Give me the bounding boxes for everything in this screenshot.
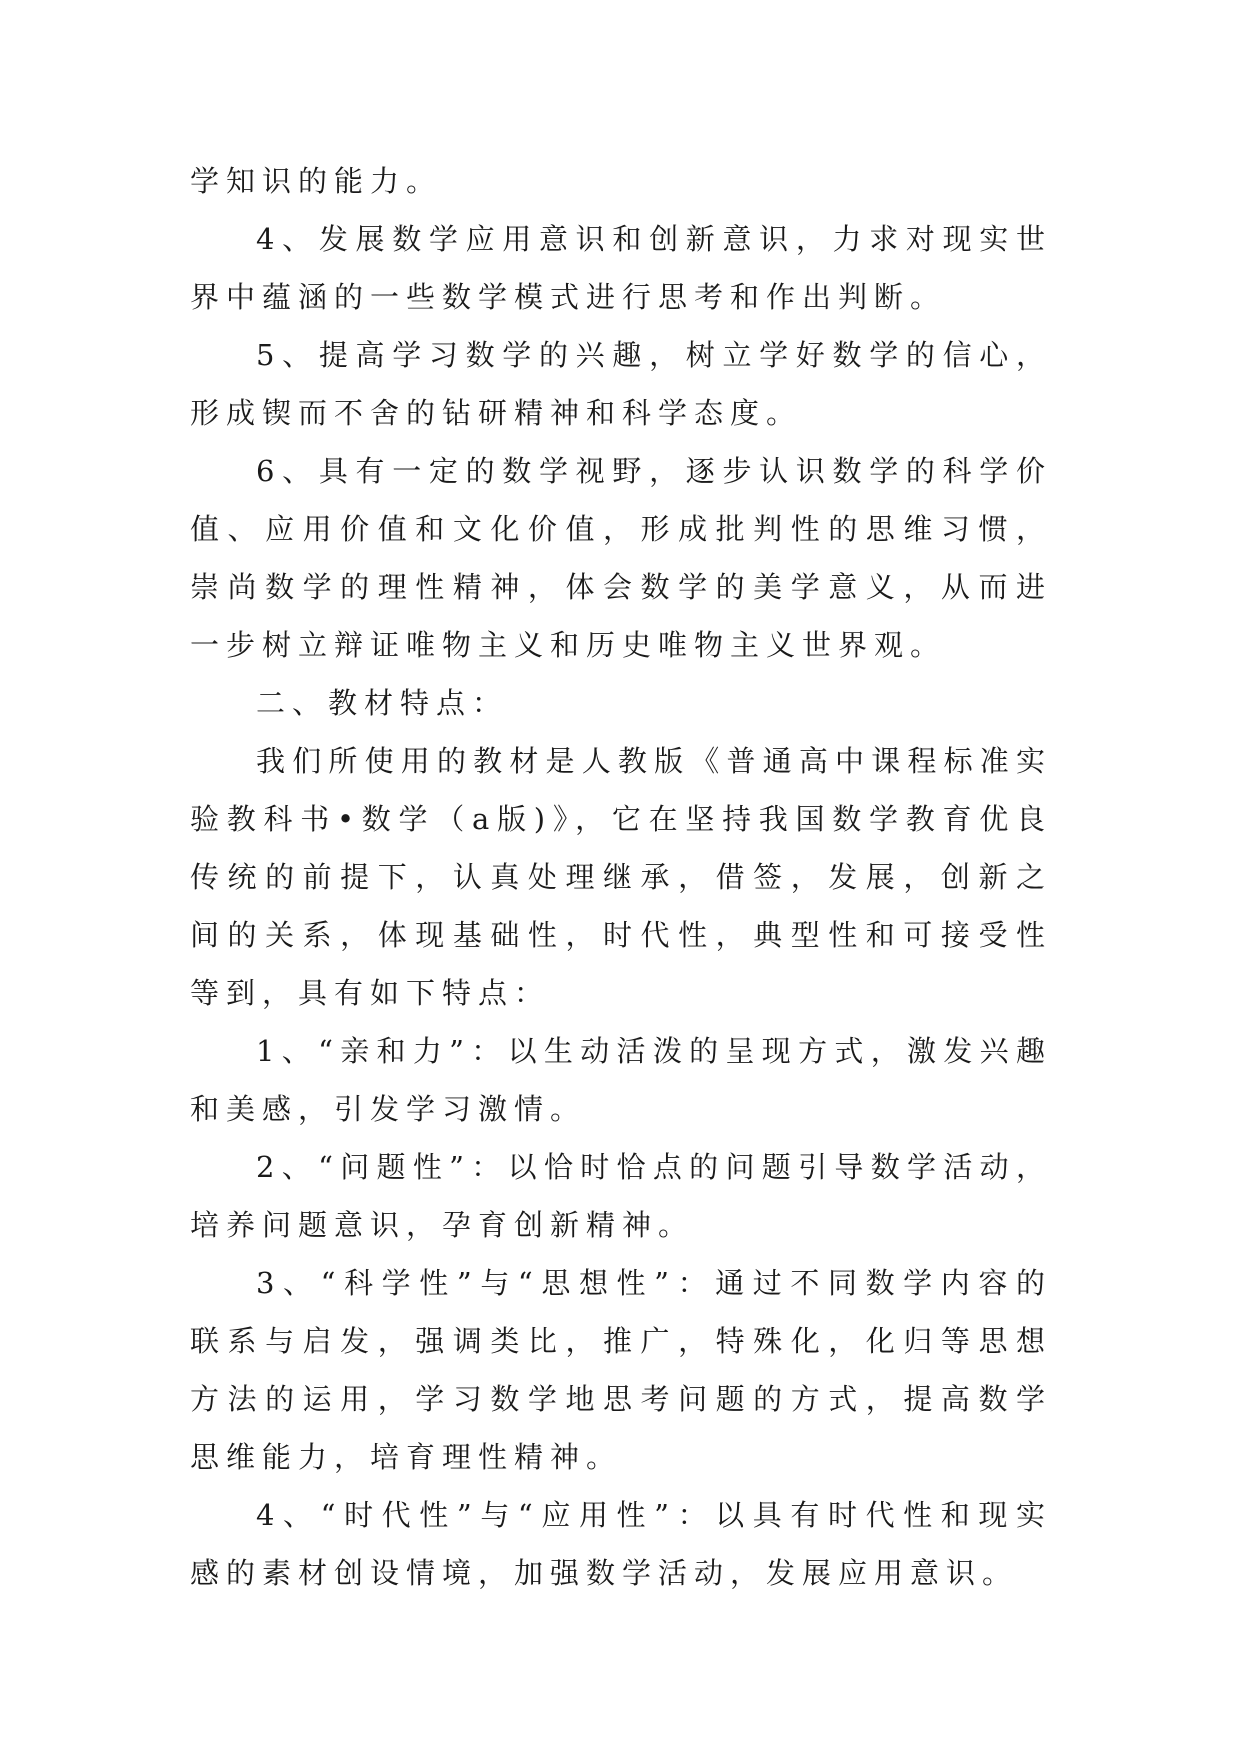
- paragraph-textbook-intro: 我们所使用的教材是人教版《普通高中课程标准实验教科书•数学（a版)》，它在坚持我国数学教育优良传统的前提下，认真处理继承，借签，发展，创新之间的关系，体现基础性，时代性，典型性和可接受性等到，具有如下特点：: [190, 744, 1052, 1010]
- paragraph-goal-5: 5、提高学习数学的兴趣，树立学好数学的信心，形成锲而不舍的钻研精神和科学态度。: [190, 338, 1052, 430]
- paragraph-feature-3: 3、“科学性”与“思想性”：通过不同数学内容的联系与启发，强调类比，推广，特殊化，化归等思想方法的运用，学习数学地思考问题的方式，提高数学思维能力，培育理性精神。: [190, 1266, 1052, 1474]
- paragraph-feature-2: 2、“问题性”：以恰时恰点的问题引导数学活动，培养问题意识，孕育创新精神。: [190, 1150, 1052, 1242]
- paragraph-goal-4: 4、发展数学应用意识和创新意识，力求对现实世界中蕴涵的一些数学模式进行思考和作出判断。: [190, 222, 1052, 314]
- document-page: [190, 152, 1052, 1602]
- paragraph-feature-1: 1、“亲和力”：以生动活泼的呈现方式，激发兴趣和美感，引发学习激情。: [190, 1034, 1052, 1126]
- section-heading-textbook-features: 二、教材特点：: [256, 686, 509, 720]
- paragraph-continuation: 学知识的能力。: [190, 164, 443, 198]
- paragraph-goal-6: 6、具有一定的数学视野，逐步认识数学的科学价值、应用价值和文化价值，形成批判性的思维习惯，崇尚数学的理性精神，体会数学的美学意义，从而进一步树立辩证唯物主义和历史唯物主义世界观。: [190, 454, 1052, 662]
- paragraph-feature-4: 4、“时代性”与“应用性”：以具有时代性和现实感的素材创设情境，加强数学活动，发展应用意识。: [190, 1498, 1052, 1590]
